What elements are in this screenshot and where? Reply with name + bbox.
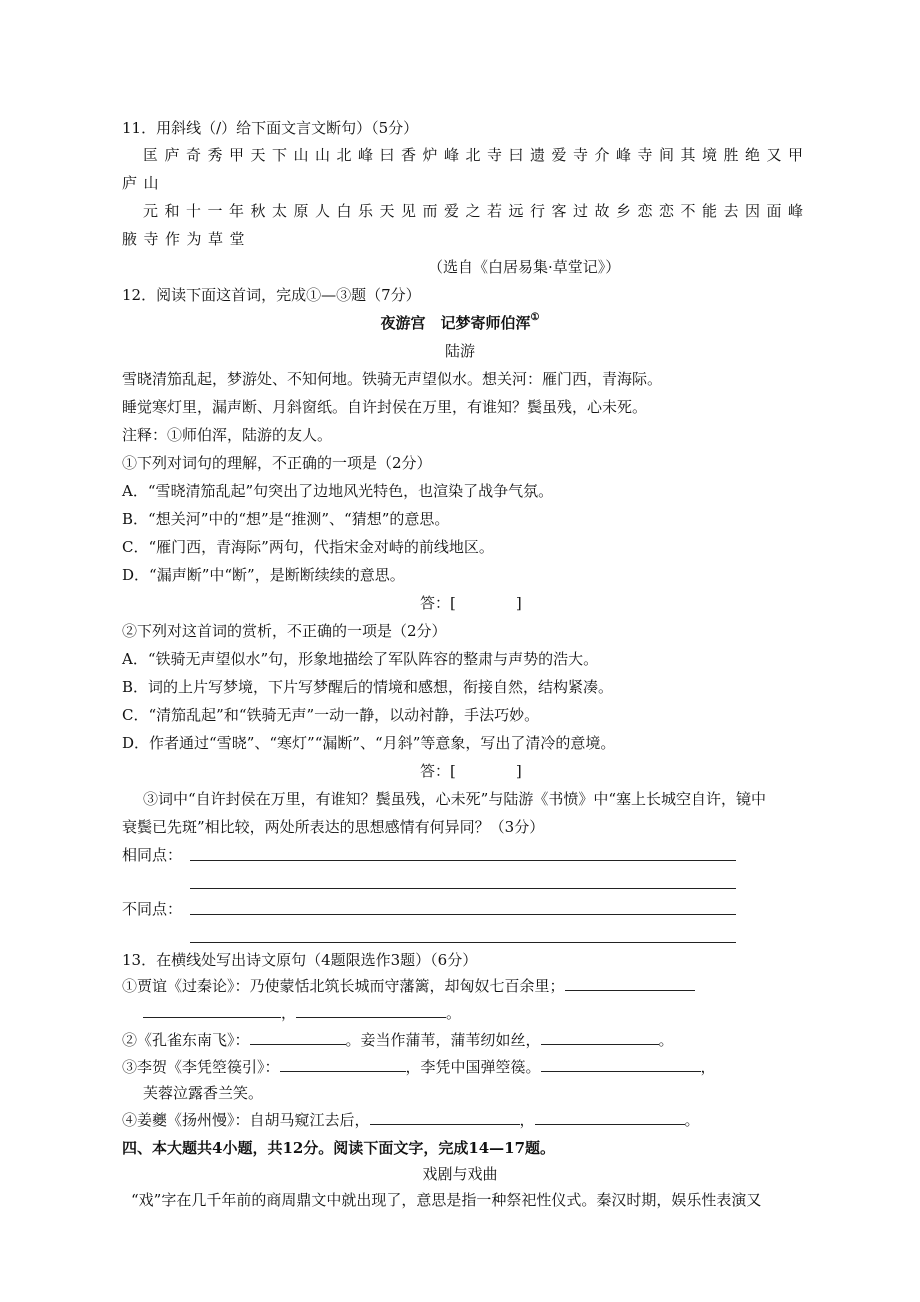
q13-item-3-blank-2[interactable] bbox=[541, 1057, 701, 1072]
q11-source: （选自《白居易集·草堂记》） bbox=[428, 258, 621, 276]
q12-sub1-option-c: C．“雁门西，青海际”两句，代指宋金对峙的前线地区。 bbox=[122, 538, 494, 556]
q11-text-line-2: 庐山 bbox=[122, 174, 166, 192]
poem-title-footnote-mark: ① bbox=[530, 312, 540, 323]
q13-item-2-blank-1[interactable] bbox=[250, 1030, 346, 1045]
q13-item-4 bbox=[122, 1110, 700, 1130]
q13-item-1-blank-2[interactable] bbox=[143, 1003, 281, 1018]
same-points-answer-line-1[interactable] bbox=[190, 860, 736, 861]
q11-text-line-3: 元和十一年秋太原人白乐天见而爱之若远行客过故乡恋恋不能去因面峰 bbox=[143, 202, 810, 220]
q13-item-4-period: 。 bbox=[684, 1111, 700, 1129]
q12-sub1-option-b: B．“想关河”中的“想”是“推测”、“猜想”的意思。 bbox=[122, 510, 450, 528]
q13-item-2-prompt: ②《孔雀东南飞》： bbox=[122, 1031, 250, 1049]
q13-item-4-prompt: ④姜夔《扬州慢》：自胡马窥江去后， bbox=[122, 1111, 370, 1129]
poem-line-1: 雪晓清笳乱起，梦游处、不知何地。铁骑无声望似水。想关河：雁门西，青海际。 bbox=[122, 370, 663, 388]
q12-sub2-option-b: B．词的上片写梦境，下片写梦醒后的情境和感想，衔接自然，结构紧凑。 bbox=[122, 678, 614, 696]
q13-title: 13．在横线处写出诗文原句（4题限选作3题）（6分） bbox=[122, 951, 478, 969]
q13-item-3 bbox=[122, 1057, 716, 1077]
q13-item-3-middle: ，李凭中国弹箜篌。 bbox=[405, 1058, 541, 1076]
q12-sub3-question-line-2: 衰鬓已先斑”相比较，两处所表达的思想感情有何异同？（3分） bbox=[122, 818, 545, 836]
q12-sub2-answer-box: 答：[ ] bbox=[420, 762, 522, 780]
q13-item-3-cont: 芙蓉泣露香兰笑。 bbox=[143, 1084, 264, 1102]
q13-item-1-cont bbox=[143, 1003, 461, 1023]
article-line-1: “戏”字在几千年前的商周鼎文中就出现了，意思是指一种祭祀性仪式。秦汉时期，娱乐性表演又 bbox=[131, 1191, 762, 1209]
q12-sub1-option-a: A．“雪晓清笳乱起”句突出了边地风光特色，也渲染了战争气氛。 bbox=[122, 482, 554, 500]
q12-sub2-option-d: D．作者通过“雪晓”、“寒灯”“漏断”、“月斜”等意象，写出了清冷的意境。 bbox=[122, 734, 616, 752]
q12-sub2-option-a: A．“铁骑无声望似水”句，形象地描绘了军队阵容的整肃与声势的浩大。 bbox=[122, 650, 599, 668]
poem-author: 陆游 bbox=[444, 342, 475, 360]
q13-item-1-comma: ， bbox=[281, 1004, 297, 1022]
poem-note: 注释：①师伯浑，陆游的友人。 bbox=[122, 426, 333, 444]
poem-title: 夜游宫 记梦寄师伯浑① bbox=[380, 312, 540, 332]
q13-item-4-comma: ， bbox=[519, 1111, 535, 1129]
q13-item-2-blank-2[interactable] bbox=[541, 1030, 659, 1045]
q12-sub2-question: ②下列对这首词的赏析，不正确的一项是（2分） bbox=[122, 622, 447, 640]
diff-points-answer-line-1[interactable] bbox=[190, 914, 736, 915]
q13-item-3-comma: ， bbox=[700, 1058, 716, 1076]
q12-sub3-question-line-1: ③词中“自许封侯在万里，有谁知？鬓虽残，心未死”与陆游《书愤》中“塞上长城空自许，镜中 bbox=[143, 790, 767, 808]
diff-points-label: 不同点： bbox=[122, 900, 183, 918]
q13-item-1-period: 。 bbox=[446, 1004, 462, 1022]
section-4-heading: 四、本大题共4小题，共12分。阅读下面文字，完成14—17题。 bbox=[122, 1139, 556, 1157]
q11-text-line-4: 腋寺作为草堂 bbox=[122, 230, 252, 248]
q13-item-3-prompt: ③李贺《李凭箜篌引》： bbox=[122, 1058, 280, 1076]
q13-item-1-blank-1[interactable] bbox=[565, 976, 695, 991]
q12-sub1-option-d: D．“漏声断”中“断”，是断断续续的意思。 bbox=[122, 566, 405, 584]
q13-item-4-blank-2[interactable] bbox=[535, 1110, 685, 1125]
same-points-label: 相同点： bbox=[122, 846, 183, 864]
q12-sub2-option-c: C．“清笳乱起”和“铁骑无声”一动一静，以动衬静，手法巧妙。 bbox=[122, 706, 540, 724]
diff-points-answer-line-2[interactable] bbox=[190, 942, 736, 943]
q11-text-line-1: 匡庐奇秀甲天下山山北峰曰香炉峰北寺曰遗爱寺介峰寺间其境胜绝又甲 bbox=[143, 146, 810, 164]
q13-item-4-blank-1[interactable] bbox=[370, 1110, 520, 1125]
q13-item-3-blank-1[interactable] bbox=[280, 1057, 406, 1072]
q12-sub1-answer-box: 答：[ ] bbox=[420, 594, 522, 612]
q13-item-2-period: 。 bbox=[658, 1031, 674, 1049]
q13-item-2-middle: 。妾当作蒲苇，蒲苇纫如丝， bbox=[345, 1031, 541, 1049]
q13-item-2 bbox=[122, 1030, 674, 1050]
same-points-answer-line-2[interactable] bbox=[190, 888, 736, 889]
q11-title: 11．用斜线（/）给下面文言文断句）（5分） bbox=[122, 119, 419, 137]
poem-line-2: 睡觉寒灯里，漏声断、月斜窗纸。自许封侯在万里，有谁知？鬓虽残，心未死。 bbox=[122, 398, 648, 416]
q13-item-1-prompt: ①贾谊《过秦论》：乃使蒙恬北筑长城而守藩篱，却匈奴七百余里； bbox=[122, 977, 565, 995]
q12-title: 12．阅读下面这首词，完成①—③题（7分） bbox=[122, 286, 421, 304]
q12-sub1-question: ①下列对词句的理解，不正确的一项是（2分） bbox=[122, 454, 432, 472]
q13-item-1 bbox=[122, 976, 695, 996]
q13-item-1-blank-3[interactable] bbox=[296, 1003, 446, 1018]
article-title: 戏剧与戏曲 bbox=[422, 1165, 498, 1183]
